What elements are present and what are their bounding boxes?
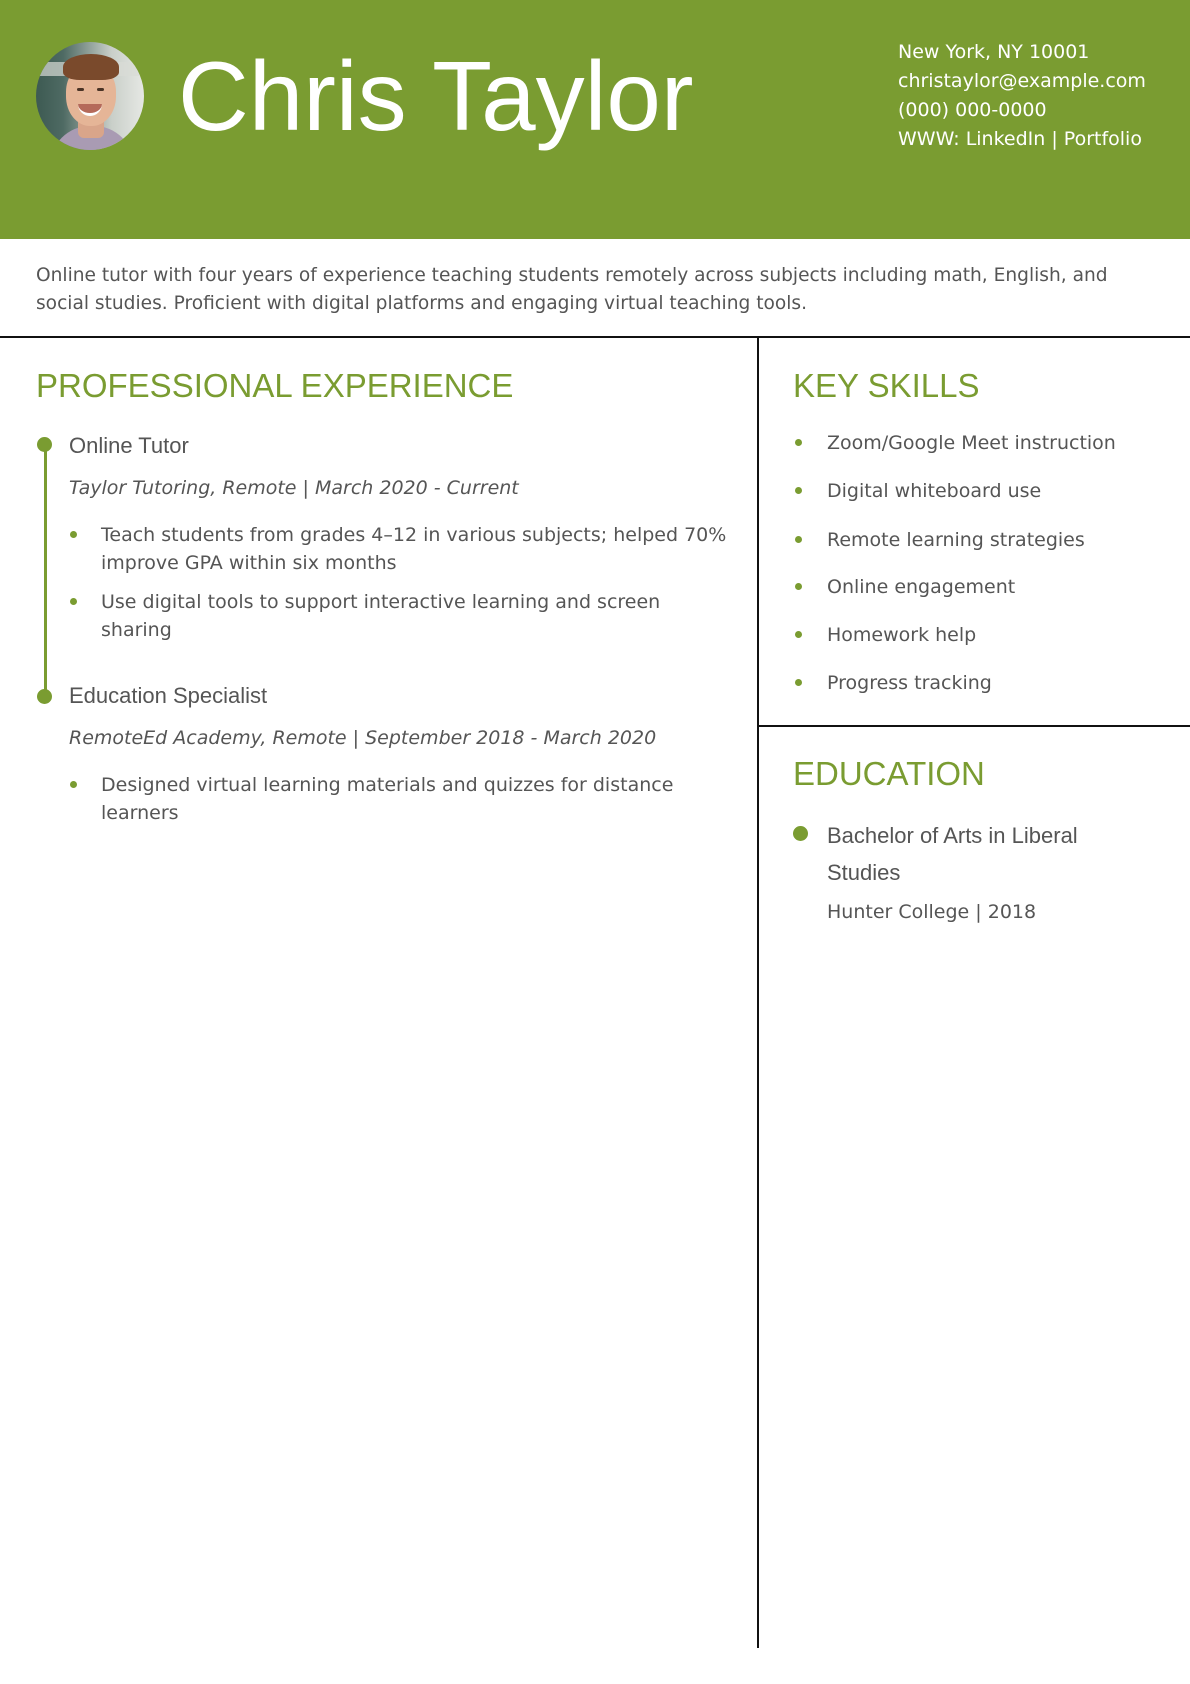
- summary-divider: [0, 336, 1190, 338]
- job-bullet: Use digital tools to support interactive learning and screen sharing: [101, 591, 661, 641]
- candidate-name: Chris Taylor: [178, 41, 694, 151]
- education-heading: EDUCATION: [793, 755, 985, 792]
- job-title: Online Tutor: [69, 433, 189, 458]
- skill-item: Progress tracking: [827, 672, 992, 694]
- bullet-icon: [795, 487, 802, 494]
- skill-item: Remote learning strategies: [827, 529, 1085, 551]
- photo-eye: [77, 88, 84, 91]
- profile-summary: Online tutor with four years of experience teaching students remotely across subjects including math, English, and social studies. Proficient with digital platforms and engaging virtual teaching tools.: [36, 265, 1108, 314]
- contact-location: New York, NY 10001: [898, 41, 1090, 63]
- photo-hair: [63, 54, 119, 80]
- profile-photo: [36, 42, 144, 150]
- experience-heading: PROFESSIONAL EXPERIENCE: [36, 367, 514, 404]
- skill-item: Homework help: [827, 624, 977, 646]
- photo-eye: [97, 88, 104, 91]
- job-meta: RemoteEd Academy, Remote | September 2018 - March 2020: [69, 727, 657, 749]
- bullet-icon: [70, 598, 77, 605]
- timeline-line: [44, 445, 47, 696]
- bullet-icon: [70, 531, 77, 538]
- right-column-divider: [758, 725, 1190, 727]
- skills-heading: KEY SKILLS: [793, 367, 980, 404]
- skill-item: Digital whiteboard use: [827, 480, 1042, 502]
- timeline-dot: [37, 437, 52, 452]
- job-bullet: Designed virtual learning materials and quizzes for distance learners: [101, 774, 674, 824]
- bullet-icon: [795, 439, 802, 446]
- degree-title: Bachelor of Arts in Liberal Studies: [827, 823, 1078, 885]
- column-divider: [757, 337, 759, 1648]
- bullet-icon: [70, 781, 77, 788]
- contact-email[interactable]: christaylor@example.com: [898, 70, 1146, 92]
- contact-web-links[interactable]: WWW: LinkedIn | Portfolio: [898, 128, 1142, 150]
- skill-item: Online engagement: [827, 576, 1016, 598]
- job-bullet: Teach students from grades 4–12 in various subjects; helped 70% improve GPA within six months: [101, 524, 727, 574]
- education-dot: [793, 826, 808, 841]
- school-and-year: Hunter College | 2018: [827, 901, 1037, 923]
- bullet-icon: [795, 679, 802, 686]
- contact-block: [898, 38, 1148, 154]
- contact-phone[interactable]: (000) 000-0000: [898, 99, 1047, 121]
- job-meta: Taylor Tutoring, Remote | March 2020 - Current: [69, 477, 519, 499]
- bullet-icon: [795, 631, 802, 638]
- bullet-icon: [795, 536, 802, 543]
- job-title: Education Specialist: [69, 683, 268, 708]
- skill-item: Zoom/Google Meet instruction: [827, 432, 1116, 454]
- timeline-dot: [37, 689, 52, 704]
- bullet-icon: [795, 583, 802, 590]
